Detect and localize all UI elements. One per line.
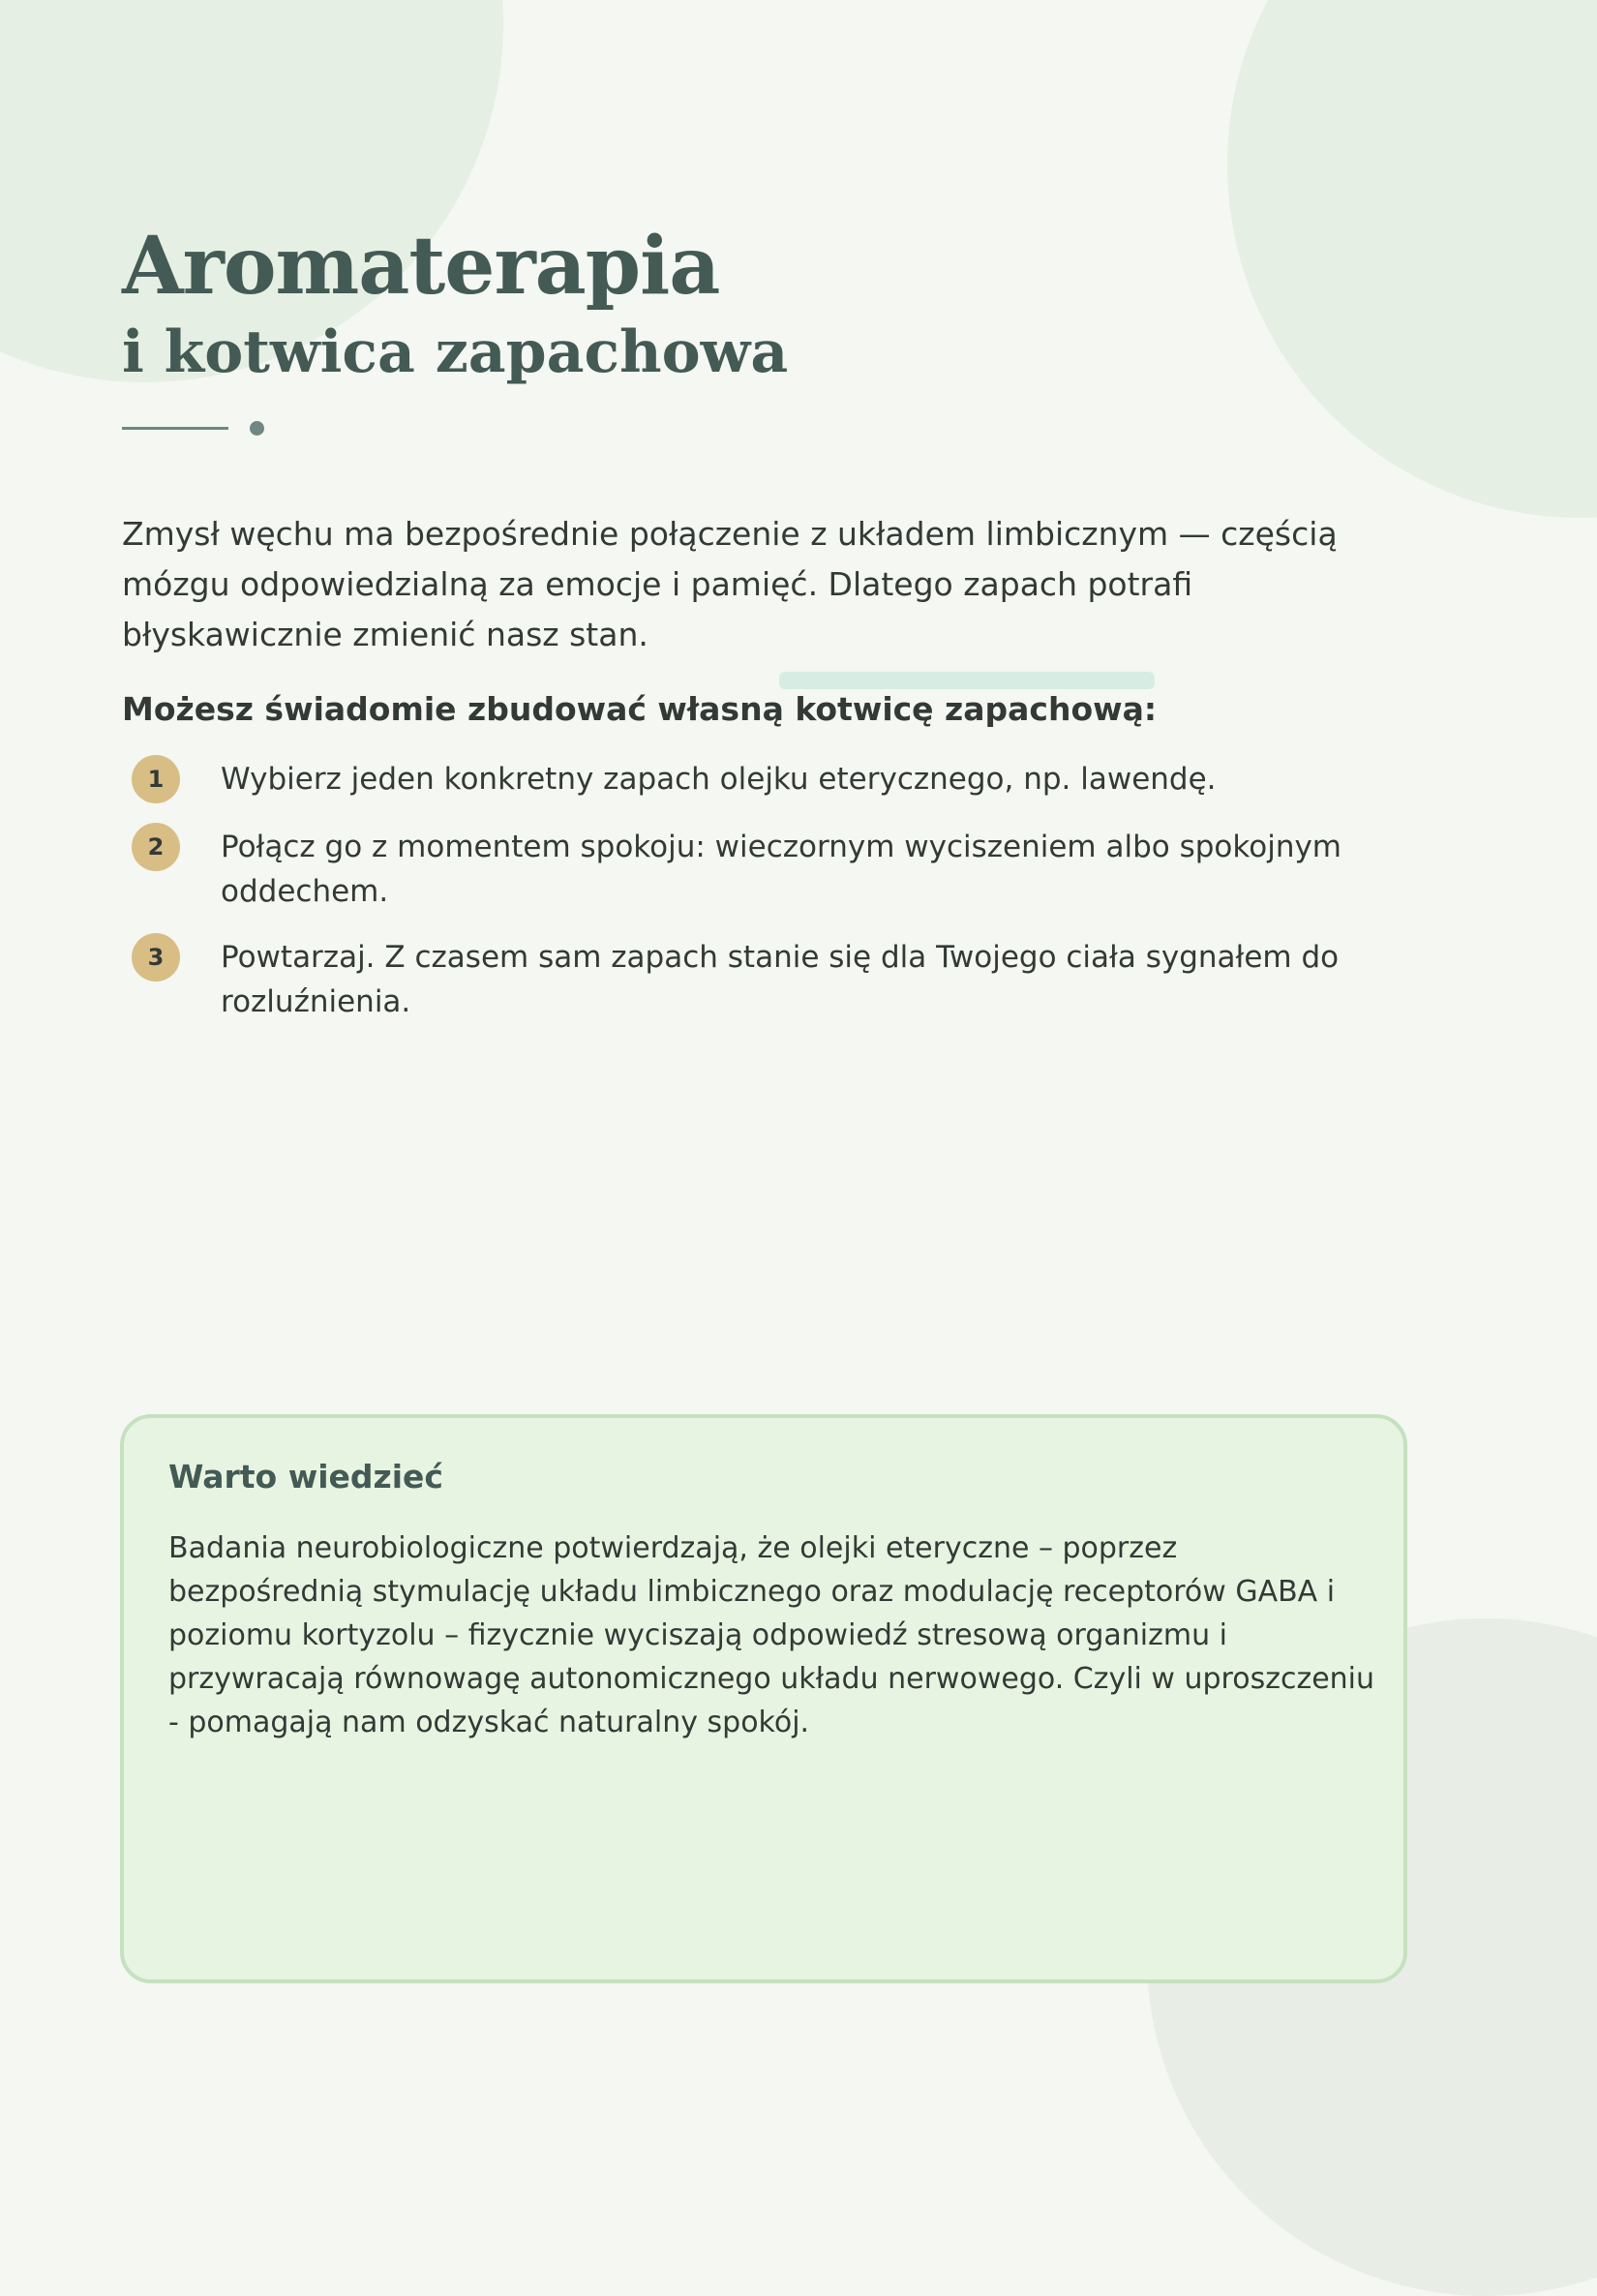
page-title: Aromaterapia [122,220,720,313]
info-card-title: Warto wiedzieć [168,1458,443,1495]
title-divider-line [122,427,228,430]
step-item [132,757,1341,803]
page-subtitle: i kotwica zapachowa [122,318,789,386]
info-card-text: Badania neurobiologiczne potwierdzają, że olejki eteryczne – poprzez bezpośrednią stymulację układu limbicznego oraz modulację receptorów GABA i poziomu kortyzolu – fizycznie wyciszają odpowiedź stresową organizmu i przywracają równowagę autonomicznego układu nerwowego. Czyli w uproszczeniu - pomagają nam odzyskać naturalny spokój. [168,1531,1375,1739]
info-card [120,1414,1407,1983]
step-item [132,825,1341,914]
step-number-badge: 1 [132,755,180,803]
steps-list [132,757,1341,1045]
step-text: Powtarzaj. Z czasem sam zapach stanie się dla Twojego ciała sygnałem do rozluźnienia. [221,940,1340,1019]
steps-lead: Możesz świadomie zbudować własną kotwicę zapachową: [122,690,1158,728]
title-divider-dot [250,421,264,436]
step-text: Połącz go z momentem spokoju: wieczornym wyciszeniem albo spokojnym oddechem. [221,830,1342,909]
step-item [132,935,1341,1024]
decorative-circle-top-right [1227,0,1597,518]
step-text: Wybierz jeden konkretny zapach olejku eterycznego, np. lawendę. [221,762,1217,797]
step-number-badge: 2 [132,823,180,871]
step-number-badge: 3 [132,933,180,982]
intro-paragraph: Zmysł węchu ma bezpośrednie połączenie z układem limbicznym — częścią mózgu odpowiedzialną za emocje i pamięć. Dlatego zapach potrafi błyskawicznie zmienić nasz stan. [122,515,1338,653]
